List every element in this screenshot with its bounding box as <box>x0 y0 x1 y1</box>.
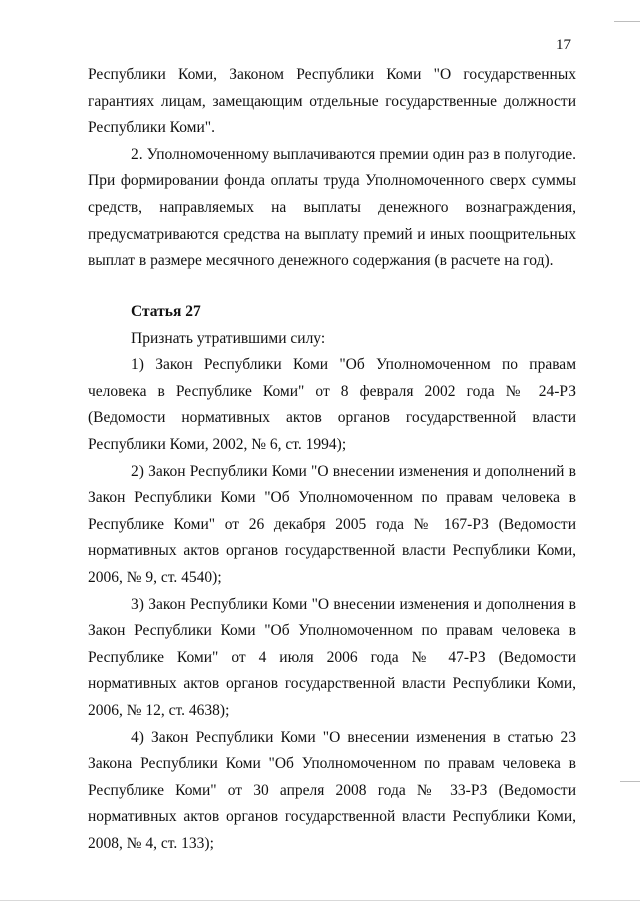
article-intro: Признать утратившими силу: <box>131 329 326 347</box>
paragraph-2: 2. Уполномоченному выплачиваются премии один раз в полугодие. При формировании фонда оплаты труда Уполномоченного сверх суммы средств, направляемых на выплаты денежного вознаграждения, предусматриваются средства на выплату премий и иных поощрительных выплат в размере месячного денежного содержания (в расчете на год). <box>88 145 576 270</box>
scan-bottom-edge <box>0 900 640 901</box>
article-item: 2) Закон Республики Коми "О внесении изменения и дополнений в Закон Республики Коми "Об Уполномоченном по правам человека в Республике Коми" от 26 декабря 2005 года № 167-РЗ (Ведомости нормативных актов органов государственной власти Республики Коми, 2006, № 9, ст. 4540); <box>88 462 576 586</box>
article-heading: Статья 27 <box>131 303 201 320</box>
section-continuation <box>88 62 576 275</box>
article-item: 3) Закон Республики Коми "О внесении изменения и дополнения в Закон Республики Коми "Об Уполномоченном по правам человека в Республике Коми" от 4 июля 2006 года № 47-РЗ (Ведомости нормативных актов органов государственной власти Республики Коми, 2006, № 12, ст. 4638); <box>88 595 576 719</box>
scan-edge-mark <box>620 781 640 782</box>
article-item: 4) Закон Республики Коми "О внесении изменения в статью 23 Закона Республики Коми "Об Уполномоченном по правам человека в Республике Коми" от 30 апреля 2008 года № 33-РЗ (Ведомости нормативных актов органов государственной власти Республики Коми, 2008, № 4, ст. 133); <box>88 728 576 852</box>
article-27 <box>88 299 576 857</box>
scan-edge-mark <box>614 21 640 22</box>
paragraph-continued: Республики Коми, Законом Республики Коми "О государственных гарантиях лицам, замещающим отдельные государственные должности Республики Коми". <box>88 66 576 137</box>
page-number: 17 <box>556 37 571 53</box>
article-item: 1) Закон Республики Коми "Об Уполномоченном по правам человека в Республике Коми" от 8 февраля 2002 года № 24-РЗ (Ведомости нормативных актов органов государственной власти Республики Коми, 2002, № 6, ст. 1994); <box>88 356 576 453</box>
